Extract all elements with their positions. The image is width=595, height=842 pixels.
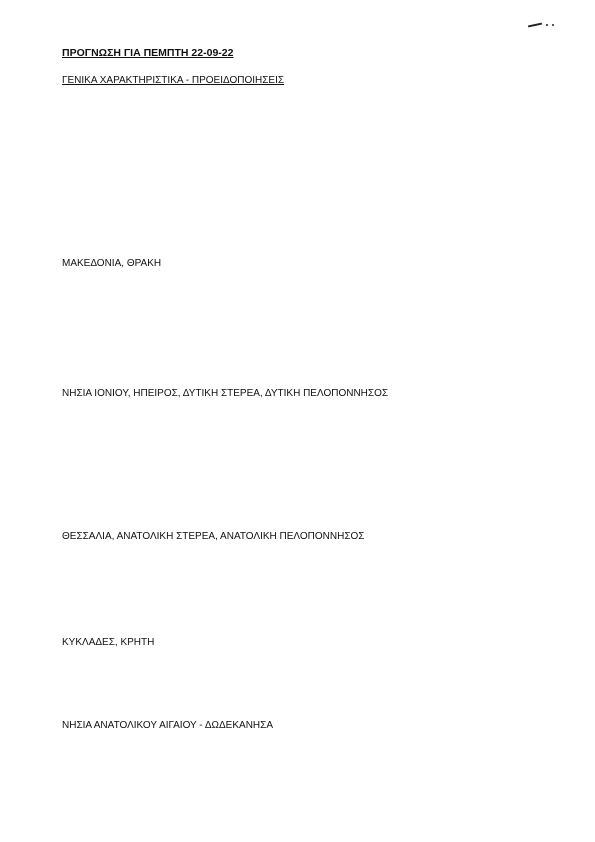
general-section-title: ΓΕΝΙΚΑ ΧΑΡΑΚΤΗΡΙΣΤΙΚΑ - ΠΡΟΕΙΔΟΠΟΙΗΣΕΙΣ <box>62 75 285 87</box>
ionian-west-line <box>62 485 532 496</box>
ionian-west-body <box>62 401 532 520</box>
ionian-west-line <box>62 461 532 472</box>
general-section-line <box>62 160 532 171</box>
general-section-line <box>62 232 532 243</box>
general-section-line <box>62 184 532 195</box>
scan-mark-dot-icon <box>552 24 554 26</box>
general-section-line <box>62 208 532 219</box>
scan-mark-bar-icon <box>528 23 542 28</box>
general-section-line <box>62 220 532 231</box>
ionian-west-line <box>62 437 532 448</box>
thessaly-east-line <box>62 579 532 590</box>
general-section-line <box>62 172 532 183</box>
thessaly-east-line <box>62 603 532 614</box>
macedonia-thrace-line <box>62 294 532 305</box>
thessaly-east-line <box>62 615 532 626</box>
macedonia-thrace-body <box>62 270 532 377</box>
general-section-line <box>62 124 532 135</box>
macedonia-thrace-section <box>62 257 532 378</box>
ionian-west-section <box>62 387 532 520</box>
cyclades-crete-line <box>62 650 532 661</box>
ionian-west-line <box>62 449 532 460</box>
ionian-west-line <box>62 473 532 484</box>
macedonia-thrace-line <box>62 270 532 281</box>
cyclades-crete-section <box>62 636 532 709</box>
east-aegean-line <box>62 732 532 743</box>
ionian-west-line <box>62 509 532 520</box>
thessaly-east-title: ΘΕΣΣΑΛΙΑ, ΑΝΑΤΟΛΙΚΗ ΣΤΕΡΕΑ, ΑΝΑΤΟΛΙΚΗ ΠΕΛΟΠΟΝΝΗΣΟΣ <box>62 530 365 542</box>
ionian-west-line <box>62 413 532 424</box>
cyclades-crete-line <box>62 662 532 673</box>
ionian-west-line <box>62 497 532 508</box>
east-aegean-title: ΝΗΣΙΑ ΑΝΑΤΟΛΙΚΟΥ ΑΙΓΑΙΟΥ - ΔΩΔΕΚΑΝΗΣΑ <box>62 719 273 731</box>
thessaly-east-line <box>62 567 532 578</box>
macedonia-thrace-line <box>62 318 532 329</box>
cyclades-crete-line <box>62 674 532 685</box>
general-section-line <box>62 100 532 111</box>
document-title: ΠΡΟΓΝΩΣΗ ΓΙΑ ΠΕΜΠΤΗ 22-09-22 <box>62 47 234 59</box>
ionian-west-line <box>62 401 532 412</box>
general-section-body <box>62 88 532 243</box>
cyclades-crete-title: ΚΥΚΛΑΔΕΣ, ΚΡΗΤΗ <box>62 637 155 649</box>
thessaly-east-line <box>62 591 532 602</box>
scan-mark-icon <box>528 20 568 30</box>
east-aegean-body <box>62 732 532 755</box>
thessaly-east-line <box>62 555 532 566</box>
general-section-line <box>62 112 532 123</box>
cyclades-crete-body <box>62 650 532 709</box>
thessaly-east-section <box>62 530 532 627</box>
general-section-line <box>62 196 532 207</box>
macedonia-thrace-line <box>62 342 532 353</box>
macedonia-thrace-line <box>62 330 532 341</box>
macedonia-thrace-line <box>62 282 532 293</box>
macedonia-thrace-line <box>62 306 532 317</box>
ionian-west-line <box>62 425 532 436</box>
forecast-document <box>62 46 532 816</box>
thessaly-east-line <box>62 543 532 554</box>
thessaly-east-body <box>62 543 532 626</box>
macedonia-thrace-title: ΜΑΚΕΔΟΝΙΑ, ΘΡΑΚΗ <box>62 257 162 269</box>
cyclades-crete-line <box>62 698 532 709</box>
macedonia-thrace-line <box>62 354 532 365</box>
scan-mark-dot-icon <box>546 24 548 26</box>
general-section-line <box>62 88 532 99</box>
cyclades-crete-line <box>62 686 532 697</box>
general-section-line <box>62 136 532 147</box>
general-section <box>62 74 532 243</box>
general-section-line <box>62 148 532 159</box>
east-aegean-line <box>62 744 532 755</box>
macedonia-thrace-line <box>62 366 532 377</box>
east-aegean-section <box>62 719 532 756</box>
ionian-west-title: ΝΗΣΙΑ ΙΟΝΙΟΥ, ΗΠΕΙΡΟΣ, ΔΥΤΙΚΗ ΣΤΕΡΕΑ, ΔΥΤΙΚΗ ΠΕΛΟΠΟΝΝΗΣΟΣ <box>62 388 389 400</box>
